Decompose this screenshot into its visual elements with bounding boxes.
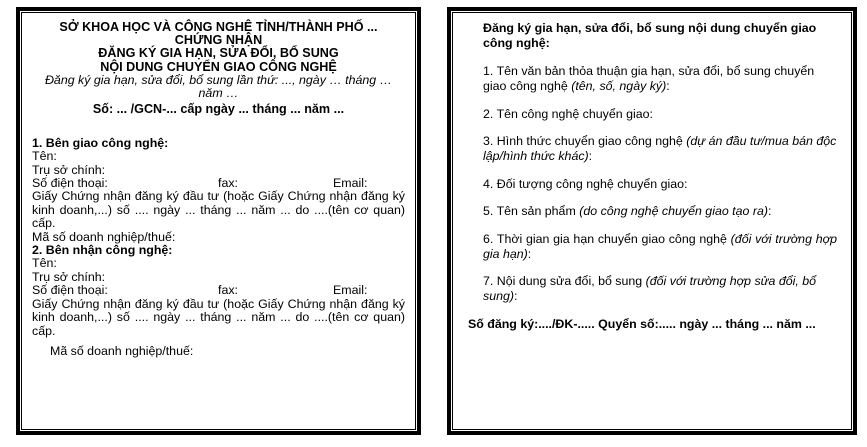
transferor-fax-label: fax:	[218, 176, 238, 191]
registration-heading: Đăng ký gia hạn, sửa đổi, bổ sung nội dung chuyển giao công nghệ:	[483, 21, 817, 50]
registration-number-line: Số đăng ký:..../ĐK-..... Quyển số:..... ngày ... tháng ... năm ...	[468, 317, 816, 331]
certificate-number-line: Số: ... /GCN-... cấp ngày ... tháng ... năm ...	[92, 101, 345, 116]
transferee-tax-label: Mã số doanh nghiệp/thuế:	[50, 343, 194, 358]
transferor-tax-label: Mã số doanh nghiệp/thuế:	[32, 229, 176, 244]
section-transferor-heading: 1. Bên giao công nghệ:	[32, 135, 169, 150]
list-item-7: 7. Nội dung sửa đổi, bổ sung (đối với trường hợp sửa đổi, bổ sung):	[483, 274, 817, 303]
transferor-contact-row	[32, 177, 405, 190]
inner-border	[21, 12, 416, 430]
transferee-hq-label: Trụ sở chính:	[32, 269, 106, 284]
transferee-fax-label: fax:	[218, 283, 238, 298]
list-item-6: 6. Thời gian gia hạn chuyển giao công nghệ (đối với trường hợp gia hạn):	[483, 231, 837, 261]
list-item-5: 5. Tên sản phẩm (do công nghệ chuyển giao tạo ra):	[483, 204, 772, 218]
certificate-front-panel	[16, 7, 421, 435]
transferor-certificate-text: Giấy Chứng nhận đăng ký đầu tư (hoặc Giấy Chứng nhận đăng ký kinh doanh,...) số .... ngày ... tháng ... năm ... do ....(tên cơ quan) cấp.	[32, 189, 405, 231]
certificate-back-panel	[447, 7, 857, 435]
certificate-subtitle-1: ĐĂNG KÝ GIA HẠN, SỬA ĐỔI, BỔ SUNG	[98, 46, 339, 61]
transferor-phone-label: Số điện thoại:	[32, 176, 108, 191]
certificate-subtitle-2: NỘI DUNG CHUYỂN GIAO CÔNG NGHỆ	[100, 59, 337, 74]
transferee-certificate-text: Giấy Chứng nhận đăng ký đầu tư (hoặc Giấy Chứng nhận đăng ký kinh doanh,...) số .... ngày ... tháng ... năm ... do ....(tên cơ quan) cấp.	[32, 296, 405, 338]
transferor-hq-label: Trụ sở chính:	[32, 162, 106, 177]
transferor-name-label: Tên:	[32, 149, 57, 164]
transferee-name-label: Tên:	[32, 256, 57, 271]
transferor-email-label: Email:	[333, 176, 368, 191]
certificate-title: CHỨNG NHẬN	[174, 33, 263, 48]
issuing-authority: SỞ KHOA HỌC VÀ CÔNG NGHỆ TỈNH/THÀNH PHỐ ...	[59, 20, 378, 34]
list-item-3: 3. Hình thức chuyển giao công nghệ (dự án đầu tư/mua bán độc lập/hình thức khác):	[483, 134, 837, 163]
list-item-4: 4. Đối tượng công nghệ chuyển giao:	[483, 176, 688, 191]
certificate-back-content	[468, 21, 837, 332]
transferee-phone-label: Số điện thoại:	[32, 283, 108, 298]
renewal-year-line: năm …	[198, 86, 239, 101]
transferee-email-label: Email:	[333, 283, 368, 298]
section-transferee-heading: 2. Bên nhận công nghệ:	[32, 243, 173, 258]
inner-border	[452, 12, 852, 430]
transferee-contact-row	[32, 284, 405, 297]
renewal-count-line: Đăng ký gia hạn, sửa đổi, bổ sung lần thứ: ..., ngày … tháng …	[44, 72, 393, 87]
list-item-2: 2. Tên công nghệ chuyển giao:	[483, 106, 653, 121]
list-item-1: 1. Tên văn bản thỏa thuận gia hạn, sửa đổi, bổ sung chuyển giao công nghệ (tên, số, ngày ký):	[483, 64, 815, 93]
certificate-front-content	[32, 21, 405, 358]
